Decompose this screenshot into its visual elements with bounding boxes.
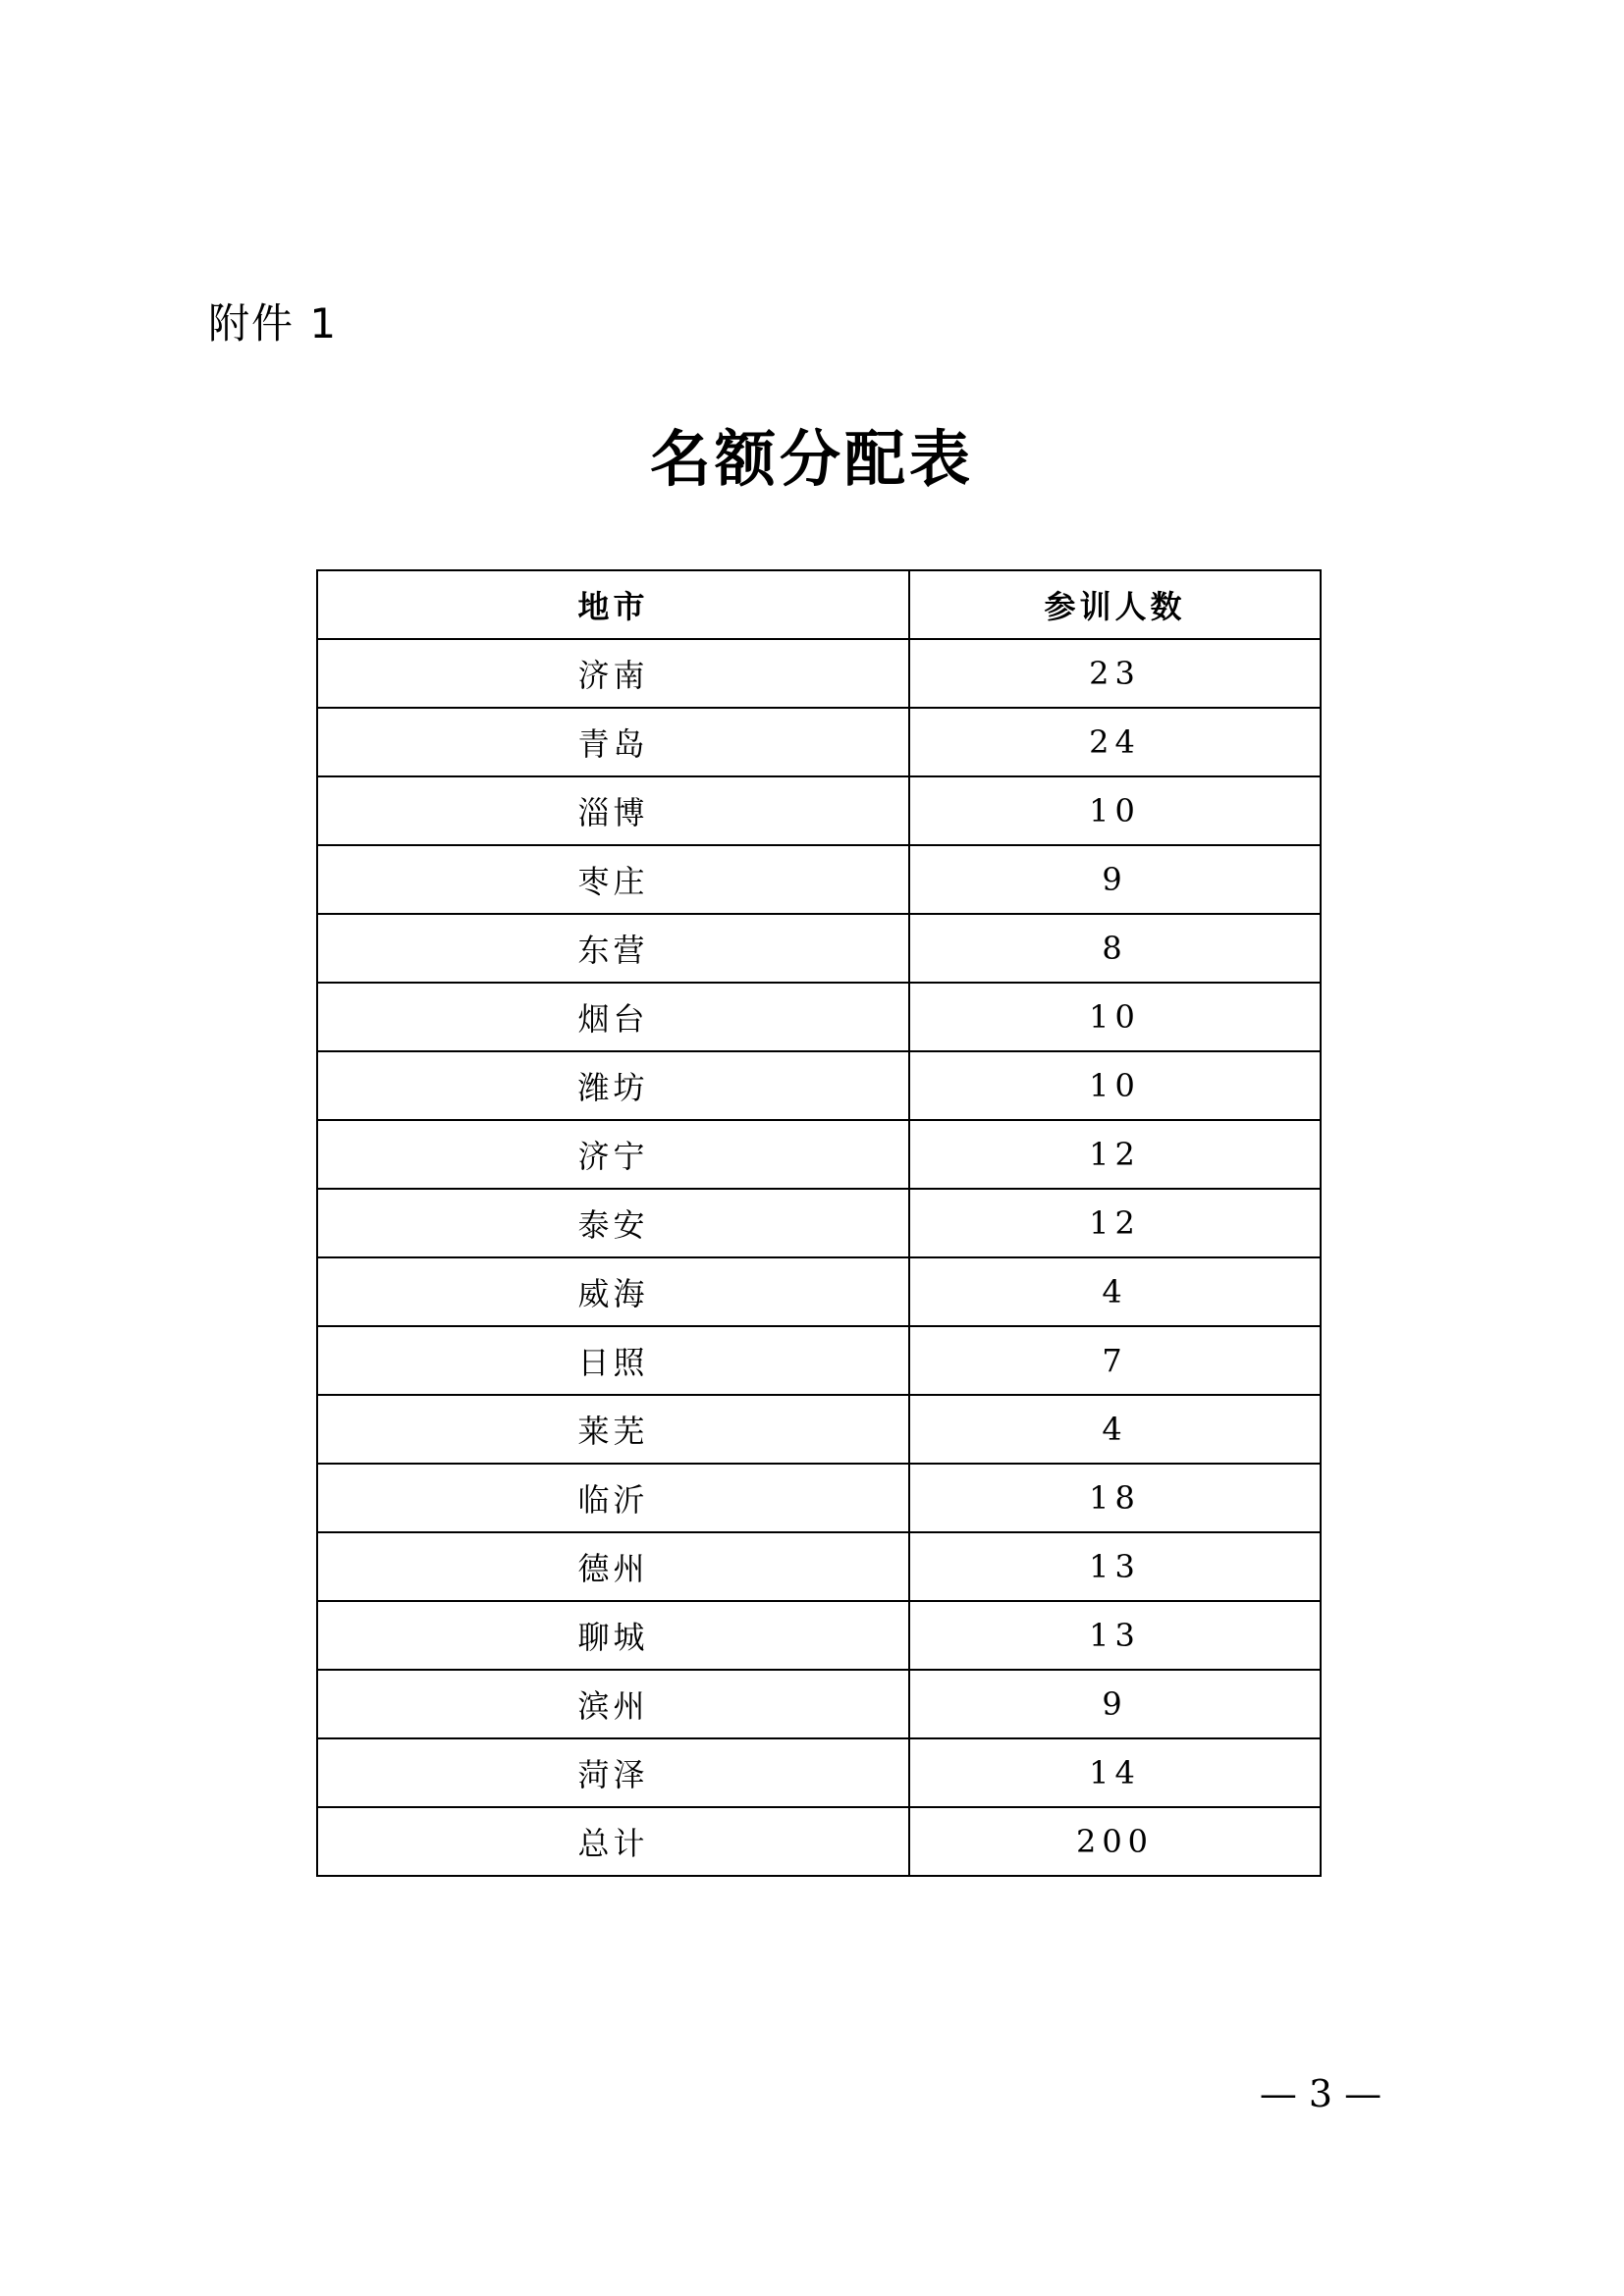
city-cell: 淄博 — [317, 776, 909, 845]
city-cell: 东营 — [317, 914, 909, 983]
count-cell: 12 — [909, 1189, 1321, 1257]
city-cell: 枣庄 — [317, 845, 909, 914]
attachment-label: 附件 1 — [208, 299, 339, 347]
count-cell: 10 — [909, 983, 1321, 1051]
count-cell: 18 — [909, 1464, 1321, 1532]
table-row — [317, 1738, 1321, 1807]
page-title: 名额分配表 — [649, 423, 974, 495]
page-number: — 3 — — [1259, 2072, 1382, 2115]
city-cell: 滨州 — [317, 1670, 909, 1738]
quota-table — [316, 569, 1322, 1877]
count-cell: 10 — [909, 1051, 1321, 1120]
city-cell: 威海 — [317, 1257, 909, 1326]
city-cell: 潍坊 — [317, 1051, 909, 1120]
count-cell: 12 — [909, 1120, 1321, 1189]
count-cell: 7 — [909, 1326, 1321, 1395]
count-cell: 8 — [909, 914, 1321, 983]
city-cell: 聊城 — [317, 1601, 909, 1670]
count-cell: 13 — [909, 1532, 1321, 1601]
total-row — [317, 1807, 1321, 1876]
table-row — [317, 1670, 1321, 1738]
count-cell: 4 — [909, 1257, 1321, 1326]
count-cell: 9 — [909, 845, 1321, 914]
table-row — [317, 845, 1321, 914]
count-cell: 14 — [909, 1738, 1321, 1807]
table-row — [317, 1326, 1321, 1395]
table-row — [317, 708, 1321, 776]
count-cell: 24 — [909, 708, 1321, 776]
city-cell: 青岛 — [317, 708, 909, 776]
header-city: 地市 — [317, 570, 909, 639]
table-row — [317, 1051, 1321, 1120]
table-row — [317, 1257, 1321, 1326]
table-row — [317, 983, 1321, 1051]
table-row — [317, 1189, 1321, 1257]
total-count-cell: 200 — [909, 1807, 1321, 1876]
table-row — [317, 1464, 1321, 1532]
table-header-row — [317, 570, 1321, 639]
city-cell: 济宁 — [317, 1120, 909, 1189]
table-row — [317, 1395, 1321, 1464]
city-cell: 菏泽 — [317, 1738, 909, 1807]
header-count: 参训人数 — [909, 570, 1321, 639]
city-cell: 泰安 — [317, 1189, 909, 1257]
city-cell: 济南 — [317, 639, 909, 708]
city-cell: 临沂 — [317, 1464, 909, 1532]
city-cell: 莱芜 — [317, 1395, 909, 1464]
count-cell: 13 — [909, 1601, 1321, 1670]
count-cell: 10 — [909, 776, 1321, 845]
count-cell: 23 — [909, 639, 1321, 708]
count-cell: 4 — [909, 1395, 1321, 1464]
count-cell: 9 — [909, 1670, 1321, 1738]
city-cell: 德州 — [317, 1532, 909, 1601]
table-row — [317, 1601, 1321, 1670]
total-label-cell: 总计 — [317, 1807, 909, 1876]
table-row — [317, 1532, 1321, 1601]
city-cell: 烟台 — [317, 983, 909, 1051]
table-row — [317, 914, 1321, 983]
city-cell: 日照 — [317, 1326, 909, 1395]
table-row — [317, 639, 1321, 708]
table-row — [317, 1120, 1321, 1189]
table-row — [317, 776, 1321, 845]
